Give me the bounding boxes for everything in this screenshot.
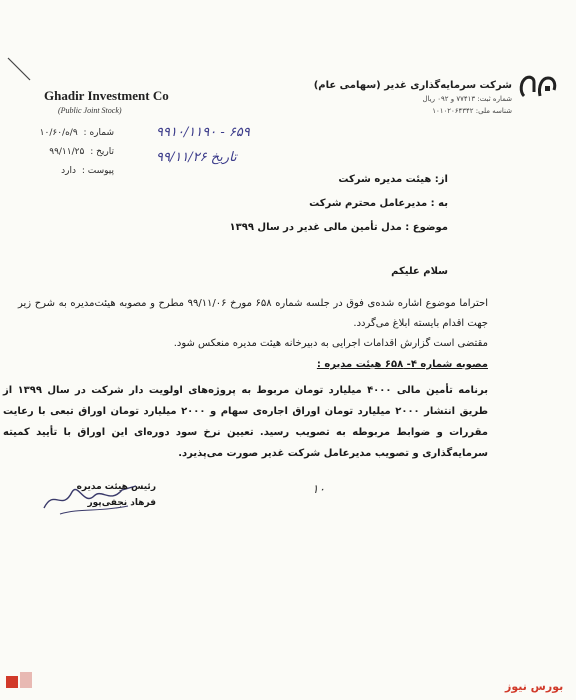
- company-name-en: Ghadir Investment Co: [44, 88, 169, 103]
- signatory-name: فرهاد نجفی‌پور: [87, 498, 156, 508]
- company-type-en: (Public Joint Stock): [58, 106, 122, 115]
- news-brand-watermark: بورس نیوز: [505, 680, 564, 693]
- number-value: ۹/ه/۱۰/۶۰: [39, 128, 78, 138]
- resolution-title: مصوبه شماره ۴- ۶۵۸ هیئت مدیره :: [316, 359, 488, 370]
- handwritten-mark: ۱۰: [312, 482, 325, 496]
- attachment-value: دارد: [61, 166, 76, 176]
- corner-tick-mark: [6, 56, 36, 86]
- greeting: سلام علیکم: [391, 266, 448, 277]
- date-label: تاریخ :: [90, 147, 114, 157]
- handwritten-registration-date: تاریخ ۹۹/۱۱/۲۶: [156, 150, 237, 165]
- letter-number-row: [4, 124, 114, 143]
- attachment-label: پیوست :: [81, 166, 114, 176]
- resolution-text: برنامه تأمین مالی ۴۰۰۰ میلیارد تومان مربوط به پروژه‌های اولویت دار شرکت در سال ۱۳۹۹ از طریق انتشار ۲۰۰۰ میلیارد تومان اوراق اجاره‌ی سهام و ۲۰۰۰ میلیارد تومان اوراق تبعی با رعایت مقررات و ضوابط مربوطه به تصویب رسید. تعیین نرخ سود دوره‌ای این اوراق با تأیید کمیته سرمایه‌گذاری و تصویب مدیرعامل شرکت غدیر صورت می‌پذیرد.: [3, 385, 488, 459]
- signature-block: [66, 482, 156, 508]
- letter-date-row: [4, 143, 114, 162]
- body-paragraph-1: احتراما موضوع اشاره شده‌ی فوق در جلسه شماره ۶۵۸ مورخ ۹۹/۱۱/۰۶ مطرح و مصوبه هیئت‌مدیره به شرح زیر جهت اقدام بایسته ابلاغ می‌گردد.: [18, 298, 488, 329]
- attachment-row: [4, 162, 114, 181]
- signatory-title: رئیس هیئت مدیره: [76, 482, 156, 492]
- company-name-fa: شرکت سرمایه‌گذاری غدیر (سهامی عام): [313, 80, 512, 91]
- registration-line: شماره ثبت: ۷۷۴۱۳ و ۰۹۲ ریال: [422, 95, 512, 103]
- letter-meta: [4, 124, 114, 181]
- body-paragraph-2: مقتضی است گزارش اقدامات اجرایی به دبیرخانه هیئت مدیره منعکس شود.: [173, 338, 488, 349]
- number-label: شماره :: [83, 128, 114, 138]
- letter-from: از: هیئت مدیره شرکت: [338, 174, 448, 185]
- letter-subject: موضوع : مدل تأمین مالی غدیر در سال ۱۳۹۹: [229, 222, 448, 233]
- handwritten-registration-number: ۹۹۱۰/۱۱۹۰ - ۶۵۹: [156, 125, 250, 140]
- letter-to: به : مدیرعامل محترم شرکت: [309, 198, 448, 209]
- persian-letterhead: [300, 80, 512, 115]
- date-value: ۹۹/۱۱/۲۵: [49, 147, 85, 157]
- ghadir-logo-icon: [518, 72, 558, 102]
- news-logo-icon: [4, 670, 36, 692]
- english-letterhead: [44, 88, 244, 115]
- national-id-line: شناسه ملی: ۱۰۱۰۲۰۶۴۳۴۲: [432, 107, 512, 115]
